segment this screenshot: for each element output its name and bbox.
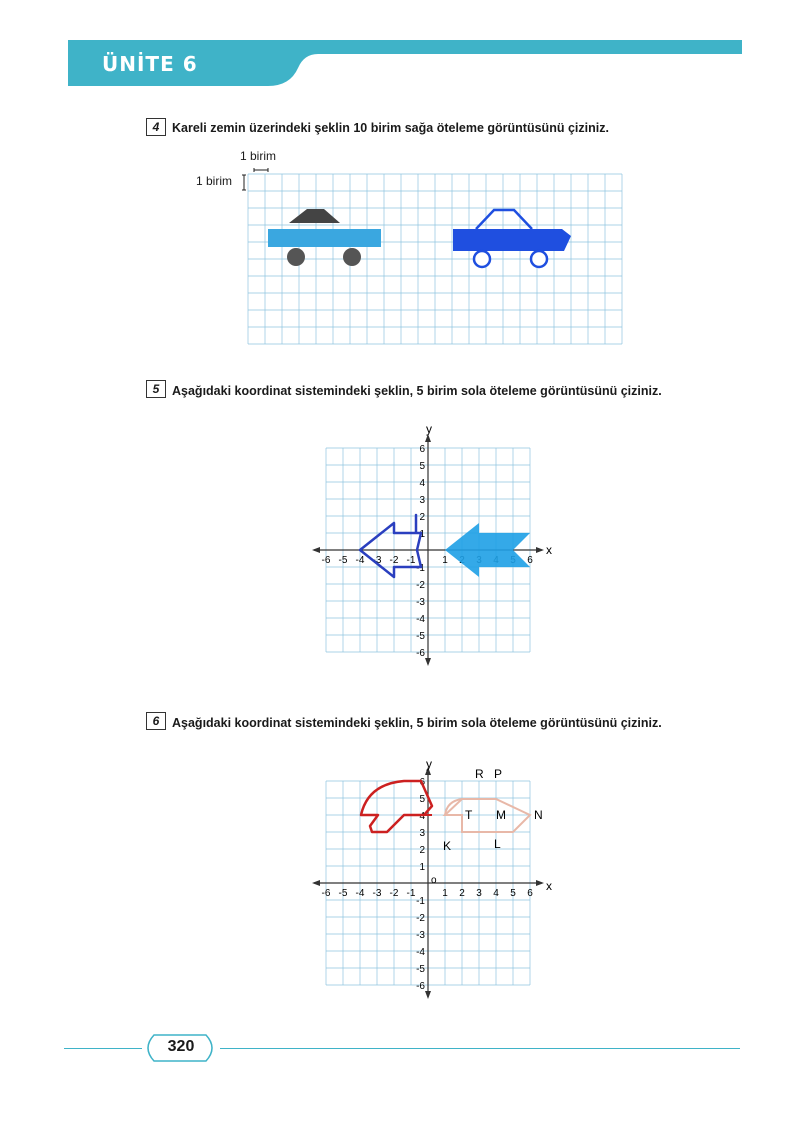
y-tick-label: -4	[416, 614, 425, 625]
y-tick-label: -3	[416, 930, 425, 941]
axis-x-label: x	[546, 543, 552, 557]
car-roof	[289, 209, 340, 223]
x-tick-label: -1	[406, 888, 416, 899]
y-tick-label: -3	[416, 597, 425, 608]
y-tick-label: 6	[419, 777, 425, 788]
car-wheel-left	[287, 248, 305, 266]
car-wheel-right	[343, 248, 361, 266]
axis-y-label: y	[426, 757, 432, 771]
point-label-n: N	[534, 808, 543, 822]
y-tick-label: 6	[419, 444, 425, 455]
footer-line-left	[64, 1048, 142, 1049]
unit-x-bracket	[254, 168, 268, 172]
x-tick-label: 2	[459, 888, 465, 899]
x-tick-label: 6	[527, 888, 533, 899]
axis-y-label: y	[426, 422, 432, 436]
x-tick-label: 1	[442, 888, 448, 899]
x-tick-label: -6	[321, 888, 331, 899]
point-label-p: P	[494, 767, 503, 781]
translated-wheel-right	[531, 251, 547, 267]
page-number: 320	[167, 1038, 195, 1055]
point-label-t: T	[465, 808, 473, 822]
y-tick-label: 3	[419, 828, 425, 839]
point-label-m: M	[496, 808, 506, 822]
axes	[312, 767, 544, 999]
y-tick-label: 4	[419, 478, 425, 489]
translated-shape	[361, 781, 432, 832]
y-tick-label: -5	[416, 631, 425, 642]
x-tick-label: -5	[338, 555, 348, 566]
y-tick-label: 1	[419, 529, 425, 540]
question-number-6: 6	[146, 712, 166, 730]
y-tick-label: -6	[416, 648, 425, 659]
x-tick-label: -5	[338, 888, 348, 899]
y-tick-label: 2	[419, 512, 425, 523]
y-tick-label: 5	[419, 794, 425, 805]
x-tick-label: -4	[355, 888, 365, 899]
original-shape	[445, 799, 530, 832]
x-tick-label: -3	[372, 888, 382, 899]
y-axis-arrow-down	[425, 658, 431, 666]
car-body	[268, 229, 381, 247]
translated-car	[453, 210, 571, 267]
unit-title: ÜNİTE 6	[102, 52, 198, 76]
y-tick-label: -1	[416, 896, 425, 907]
translated-car-roof	[476, 210, 532, 229]
x-tick-label: -1	[406, 555, 416, 566]
footer-line-right	[220, 1048, 740, 1049]
point-label-r: R	[475, 767, 484, 781]
x-axis-arrow-left	[312, 880, 320, 886]
unit-x-label: 1 birim	[240, 149, 277, 163]
x-tick-label: 6	[527, 555, 533, 566]
point-label-k: K	[443, 839, 452, 853]
x-tick-label: -2	[389, 555, 399, 566]
unit-y-bracket	[242, 175, 246, 190]
translated-wheel-left	[474, 251, 490, 267]
y-tick-label: 5	[419, 461, 425, 472]
x-tick-label: 4	[493, 888, 499, 899]
y-tick-label: -6	[416, 981, 425, 992]
point-label-l: L	[494, 837, 501, 851]
x-tick-label: -2	[389, 888, 399, 899]
x-tick-label: -4	[355, 555, 365, 566]
y-tick-label: -2	[416, 580, 425, 591]
unit-y-label: 1 birim	[196, 174, 233, 188]
y-tick-label: -4	[416, 947, 425, 958]
x-tick-label: 5	[510, 888, 516, 899]
coordinate-plane-5	[306, 420, 566, 680]
question-6-text: Aşağıdaki koordinat sistemindeki şeklin, 5 birim sola öteleme görüntüsünü çiziniz.	[172, 716, 662, 730]
question-5-text: Aşağıdaki koordinat sistemindeki şeklin, 5 birim sola öteleme görüntüsünü çiziniz.	[172, 384, 662, 398]
y-tick-label: 4	[419, 811, 425, 822]
car-grid	[236, 160, 636, 350]
x-tick-label: 1	[442, 555, 448, 566]
axis-x-label: x	[546, 879, 552, 893]
origin-label: o	[431, 875, 437, 886]
x-axis-arrow	[536, 880, 544, 886]
y-tick-label: 2	[419, 845, 425, 856]
coordinate-plane-6	[306, 756, 566, 1006]
x-tick-label: -3	[372, 555, 382, 566]
y-tick-label: -1	[416, 563, 425, 574]
translated-arrow	[360, 515, 421, 577]
question-4-text: Kareli zemin üzerindeki şeklin 10 birim sağa öteleme görüntüsünü çiziniz.	[172, 121, 609, 135]
y-tick-label: 1	[419, 862, 425, 873]
original-car	[268, 209, 381, 266]
question-number-5: 5	[146, 380, 166, 398]
y-axis-arrow-down	[425, 991, 431, 999]
x-axis-arrow	[536, 547, 544, 553]
translated-car-body	[453, 229, 571, 251]
question-number-4: 4	[146, 118, 166, 136]
x-axis-arrow-left	[312, 547, 320, 553]
y-tick-label: 3	[419, 495, 425, 506]
x-tick-label: -6	[321, 555, 331, 566]
y-tick-label: -5	[416, 964, 425, 975]
x-tick-label: 3	[476, 888, 482, 899]
y-tick-label: -2	[416, 913, 425, 924]
